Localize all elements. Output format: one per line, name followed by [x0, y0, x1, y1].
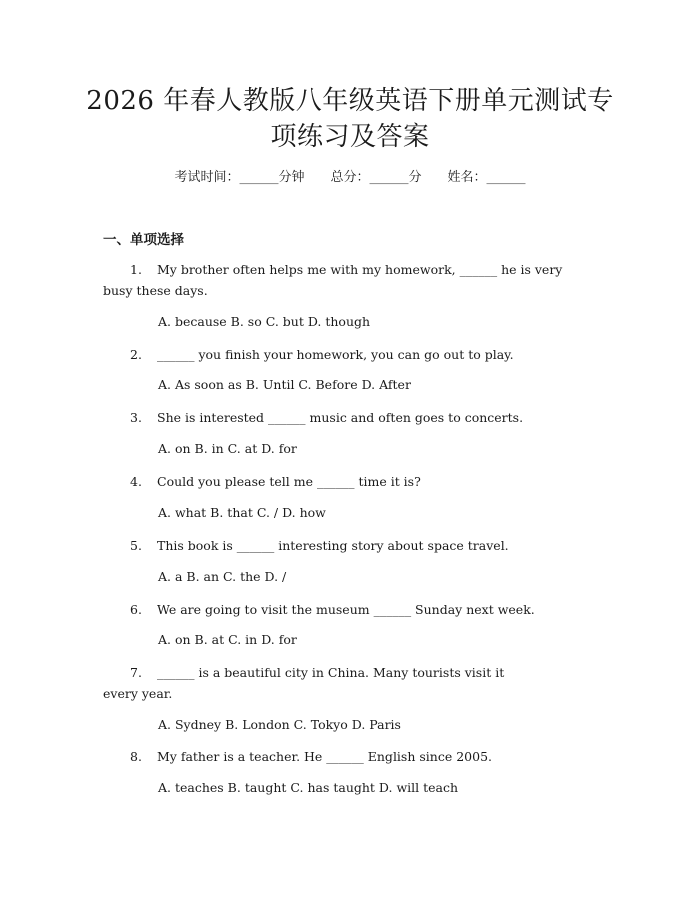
question-5-options: A. a B. an C. the D. /: [158, 569, 287, 584]
question-4: [103, 471, 583, 492]
question-number: 7.: [130, 665, 142, 680]
question-1-options: A. because B. so C. but D. though: [158, 314, 371, 329]
question-8-options: A. teaches B. taught C. has taught D. will teach: [158, 780, 459, 795]
question-2-options: A. As soon as B. Until C. Before D. After: [158, 377, 411, 392]
question-7-options: A. Sydney B. London C. Tokyo D. Paris: [158, 717, 401, 732]
question-number: 4.: [130, 474, 142, 489]
question-3-options: A. on B. in C. at D. for: [158, 441, 297, 456]
question-text: ______ is a beautiful city in China. Many tourists visit it: [157, 665, 505, 680]
document-title-line-2: 项练习及答案: [270, 122, 430, 152]
question-1-continuation: busy these days.: [103, 283, 208, 298]
question-3: [103, 407, 583, 428]
question-text: She is interested ______ music and often goes to concerts.: [157, 410, 524, 425]
exam-meta-line: [0, 168, 700, 188]
question-7-continuation: every year.: [103, 686, 173, 701]
question-number: 1.: [130, 262, 142, 277]
question-2: [103, 344, 583, 365]
question-7: [103, 662, 583, 683]
exam-name-field: 姓名：______: [447, 170, 526, 185]
exam-time-field: 考试时间：______分钟: [174, 170, 305, 185]
question-text: My brother often helps me with my homework, ______ he is very: [157, 262, 563, 277]
exam-score-field: 总分：______分: [330, 170, 422, 185]
question-6: [103, 599, 583, 620]
question-number: 6.: [130, 602, 142, 617]
question-text: ______ you finish your homework, you can go out to play.: [157, 347, 514, 362]
question-4-options: A. what B. that C. / D. how: [158, 505, 326, 520]
document-title-line-1: 2026 年春人教版八年级英语下册单元测试专: [86, 86, 614, 116]
section-title: 一、单项选择: [103, 232, 184, 248]
question-text: Could you please tell me ______ time it is?: [157, 474, 421, 489]
question-1: [103, 259, 583, 280]
question-number: 8.: [130, 749, 142, 764]
question-text: This book is ______ interesting story about space travel.: [157, 538, 509, 553]
question-number: 2.: [130, 347, 142, 362]
question-6-options: A. on B. at C. in D. for: [158, 632, 297, 647]
question-number: 5.: [130, 538, 142, 553]
question-8: [103, 746, 583, 767]
question-5: [103, 535, 583, 556]
question-text: My father is a teacher. He ______ English since 2005.: [157, 749, 492, 764]
question-text: We are going to visit the museum ______ Sunday next week.: [157, 602, 535, 617]
question-number: 3.: [130, 410, 142, 425]
